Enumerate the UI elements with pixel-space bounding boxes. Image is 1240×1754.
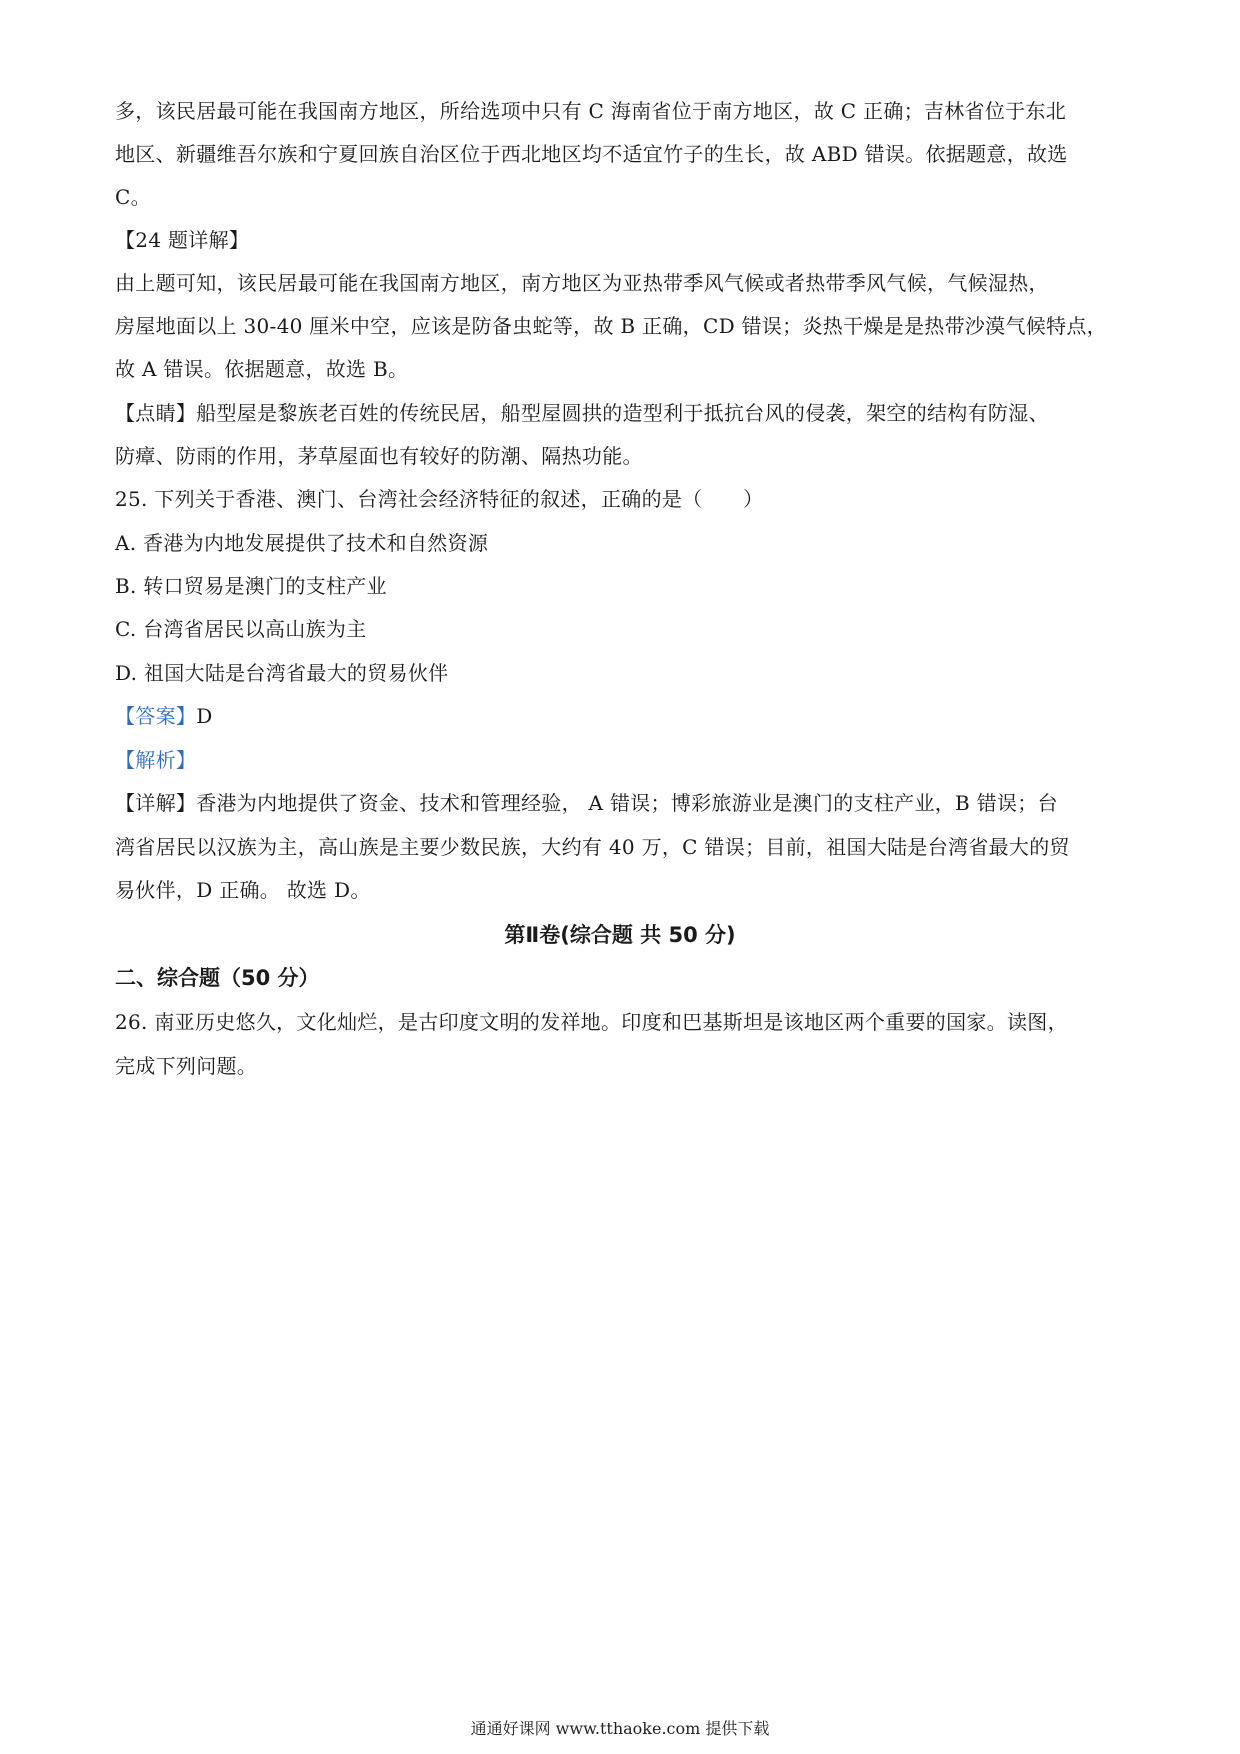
dianjing-line-1: 【点睛】船型屋是黎族老百姓的传统民居，船型屋圆拱的造型利于抵抗台风的侵袭，架空的结构有防湿、 bbox=[115, 401, 1049, 425]
question-25-option-a: A. 香港为内地发展提供了技术和自然资源 bbox=[115, 531, 489, 555]
volume-title: 第Ⅱ卷(综合题 共 50 分) bbox=[504, 923, 736, 947]
answer-line bbox=[115, 702, 1130, 730]
q24-detail-line-3: 故 A 错误。依据题意，故选 B。 bbox=[115, 357, 409, 381]
continuation-line-3: C。 bbox=[115, 185, 151, 209]
answer-label: 【答案】 bbox=[115, 704, 197, 728]
question-25-option-d: D. 祖国大陆是台湾省最大的贸易伙伴 bbox=[115, 661, 449, 685]
answer-value: D bbox=[196, 704, 213, 728]
continuation-line-2: 地区、新疆维吾尔族和宁夏回族自治区位于西北地区均不适宜竹子的生长，故 ABD 错误。依据题意，故选 bbox=[115, 142, 1068, 166]
analysis-label: 【解析】 bbox=[115, 748, 197, 772]
q24-detail-line-1: 由上题可知，该民居最可能在我国南方地区，南方地区为亚热带季风气候或者热带季风气候，气候湿热， bbox=[115, 271, 1049, 295]
question-25-option-c: C. 台湾省居民以高山族为主 bbox=[115, 617, 367, 641]
q25-detail-line-3: 易伙伴，D 正确。 故选 D。 bbox=[115, 878, 371, 902]
question-26-line-2: 完成下列问题。 bbox=[115, 1054, 258, 1078]
continuation-line-1: 多，该民居最可能在我国南方地区，所给选项中只有 C 海南省位于南方地区，故 C 正确；吉林省位于东北 bbox=[115, 99, 1067, 123]
page-footer: 通通好课网 www.tthaoke.com 提供下载 bbox=[470, 1719, 770, 1738]
q25-detail-line-2: 湾省居民以汉族为主，高山族是主要少数民族，大约有 40 万，C 错误；目前，祖国大陆是台湾省最大的贸 bbox=[115, 835, 1070, 859]
analysis-line bbox=[115, 746, 1130, 774]
dianjing-line-2: 防瘴、防雨的作用，茅草屋面也有较好的防潮、隔热功能。 bbox=[115, 444, 643, 468]
q24-detail-header: 【24 题详解】 bbox=[115, 228, 250, 252]
question-25-stem: 25. 下列关于香港、澳门、台湾社会经济特征的叙述，正确的是（ ） bbox=[115, 487, 764, 511]
section-title: 二、综合题（50 分） bbox=[115, 966, 320, 990]
question-25-option-b: B. 转口贸易是澳门的支柱产业 bbox=[115, 574, 387, 598]
q24-detail-line-2: 房屋地面以上 30-40 厘米中空，应该是防备虫蛇等，故 B 正确，CD 错误；炎热干燥是是热带沙漠气候特点， bbox=[115, 314, 1107, 338]
q25-detail-line-1: 【详解】香港为内地提供了资金、技术和管理经验， A 错误；博彩旅游业是澳门的支柱产业，B 错误；台 bbox=[115, 791, 1058, 815]
question-26-line-1: 26. 南亚历史悠久，文化灿烂，是古印度文明的发祥地。印度和巴基斯坦是该地区两个重要的国家。读图， bbox=[115, 1010, 1068, 1034]
